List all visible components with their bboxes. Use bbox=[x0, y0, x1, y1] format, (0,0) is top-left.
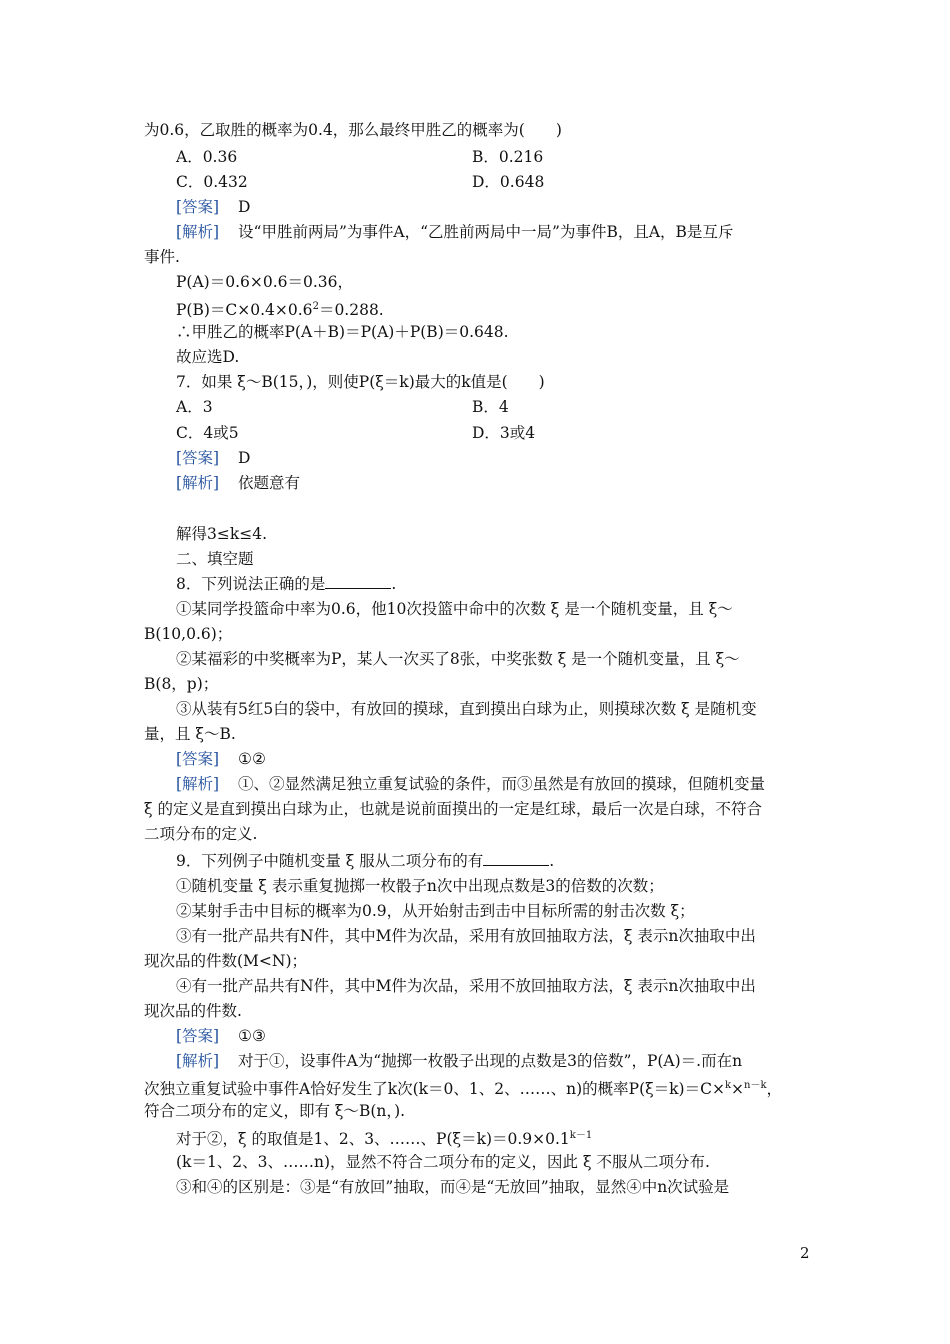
q8-item-3-line-1: ③从装有5红5白的袋中，有放回的摸球，直到摸出白球为止，则摸球次数 ξ 是随机变 bbox=[176, 700, 757, 718]
formula-part: ， bbox=[766, 1080, 783, 1099]
formula-part: 对于②，ξ 的取值是1、2、3、……、P(ξ＝k)＝0.9×0.1 bbox=[176, 1130, 570, 1149]
q7-analysis-line-2: 解得3≤k≤4. bbox=[176, 525, 268, 543]
answer-value: ①② bbox=[238, 750, 266, 768]
q6-analysis-line-6: 故应选D. bbox=[176, 348, 240, 366]
q8-item-3-line-2: 量，且 ξ～B. bbox=[144, 725, 236, 743]
section-heading: 二、填空题 bbox=[176, 550, 254, 568]
page-number: 2 bbox=[800, 1244, 810, 1262]
exponent: k bbox=[724, 1080, 732, 1091]
q7-option-c: C．4或5 bbox=[176, 424, 239, 442]
formula-part: 次独立重复试验中事件A恰好发生了k次(k＝0、1、2、……、n)的概率P(ξ＝k)＝C× bbox=[144, 1080, 725, 1099]
formula-part: × bbox=[731, 1080, 745, 1099]
analysis-text: 对于①，设事件A为“抛掷一枚骰子出现的点数是3的倍数”，P(A)＝.而在n bbox=[238, 1052, 743, 1070]
analysis-text: 依题意有 bbox=[238, 474, 301, 492]
q6-option-b: B．0.216 bbox=[472, 148, 544, 166]
answer-tag: [答案] bbox=[176, 449, 220, 467]
answer-value: D bbox=[238, 449, 251, 467]
q7-option-b: B．4 bbox=[472, 398, 509, 416]
q8-item-1-line-1: ①某同学投篮命中率为0.6，他10次投篮中命中的次数 ξ 是一个随机变量，且 ξ～ bbox=[176, 600, 733, 618]
q6-option-d: D．0.648 bbox=[472, 173, 545, 191]
analysis-text: ①、②显然满足独立重复试验的条件，而③虽然是有放回的摸球，但随机变量 bbox=[238, 775, 766, 793]
q7-option-d: D．3或4 bbox=[472, 424, 536, 442]
analysis-tag: [解析] bbox=[176, 223, 220, 241]
analysis-tag: [解析] bbox=[176, 775, 220, 793]
q8-answer bbox=[176, 749, 266, 769]
q8-analysis-line-2: ξ 的定义是直到摸出白球为止，也就是说前面摸出的一定是红球，最后一次是白球，不符合 bbox=[144, 800, 762, 818]
q8-item-2-line-1: ②某福彩的中奖概率为P，某人一次买了8张，中奖张数 ξ 是一个随机变量，且 ξ～ bbox=[176, 650, 740, 668]
q9-analysis-line-4 bbox=[176, 1126, 592, 1149]
q6-answer bbox=[176, 197, 250, 217]
stem-end: . bbox=[549, 852, 555, 870]
q9-analysis-line-6: ③和④的区别是：③是“有放回”抽取，而④是“无放回”抽取，显然④中n次试验是 bbox=[176, 1178, 730, 1196]
q8-stem bbox=[176, 574, 396, 594]
q9-analysis-line-1 bbox=[176, 1051, 742, 1071]
q9-item-3-line-1: ③有一批产品共有N件，其中M件为次品，采用有放回抽取方法，ξ 表示n次抽取中出 bbox=[176, 927, 756, 945]
q7-option-a: A．3 bbox=[176, 398, 213, 416]
q8-item-2-line-2: B(8，p)； bbox=[144, 675, 219, 693]
fill-blank bbox=[325, 574, 391, 589]
q6-analysis-line-3: P(A)＝0.6×0.6＝0.36， bbox=[176, 273, 354, 291]
exponent: n－k bbox=[744, 1080, 767, 1091]
q9-item-4-line-1: ④有一批产品共有N件，其中M件为次品，采用不放回抽取方法，ξ 表示n次抽取中出 bbox=[176, 977, 756, 995]
q9-item-1: ①随机变量 ξ 表示重复抛掷一枚骰子n次中出现点数是3的倍数的次数； bbox=[176, 877, 664, 895]
q9-item-4-line-2: 现次品的件数. bbox=[144, 1002, 242, 1020]
q8-analysis-line-1 bbox=[176, 774, 765, 794]
q6-option-a: A．0.36 bbox=[176, 148, 238, 166]
stem-text: 9．下列例子中随机变量 ξ 服从二项分布的有 bbox=[176, 852, 484, 870]
stem-text: 8．下列说法正确的是 bbox=[176, 575, 326, 593]
q6-stem-tail: 为0.6，乙取胜的概率为0.4，那么最终甲胜乙的概率为( ) bbox=[144, 121, 562, 139]
q9-analysis-line-5: (k＝1、2、3、……n)，显然不符合二项分布的定义，因此 ξ 不服从二项分布. bbox=[176, 1153, 710, 1171]
q6-option-c: C．0.432 bbox=[176, 173, 248, 191]
exponent: k－1 bbox=[569, 1130, 593, 1141]
answer-tag: [答案] bbox=[176, 750, 220, 768]
answer-tag: [答案] bbox=[176, 1027, 220, 1045]
q9-answer bbox=[176, 1026, 266, 1046]
q7-analysis-line-1 bbox=[176, 473, 300, 493]
q6-analysis-line-4 bbox=[176, 297, 384, 320]
q7-answer bbox=[176, 448, 250, 468]
q7-stem: 7．如果 ξ～B(15，)，则使P(ξ＝k)最大的k值是( ) bbox=[176, 373, 545, 391]
analysis-text: 设“甲胜前两局”为事件A，“乙胜前两局中一局”为事件B，且A，B是互斥 bbox=[238, 223, 734, 241]
stem-end: . bbox=[391, 575, 397, 593]
analysis-tag: [解析] bbox=[176, 474, 220, 492]
formula-part: P(B)＝C×0.4×0.6 bbox=[176, 301, 313, 320]
q6-analysis-line-2: 事件. bbox=[144, 248, 180, 266]
q8-analysis-line-3: 二项分布的定义. bbox=[144, 825, 258, 843]
q9-item-3-line-2: 现次品的件数(M<N)； bbox=[144, 952, 308, 970]
q6-analysis-line-1 bbox=[176, 222, 733, 242]
exponent: 2 bbox=[312, 301, 319, 312]
analysis-tag: [解析] bbox=[176, 1052, 220, 1070]
fill-blank bbox=[483, 851, 549, 866]
q8-item-1-line-2: B(10,0.6)； bbox=[144, 625, 233, 643]
q9-analysis-line-2 bbox=[144, 1076, 782, 1099]
q9-stem bbox=[176, 851, 554, 871]
answer-value: ①③ bbox=[238, 1027, 266, 1045]
q9-item-2: ②某射手击中目标的概率为0.9，从开始射击到击中目标所需的射击次数 ξ； bbox=[176, 902, 695, 920]
q9-analysis-line-3: 符合二项分布的定义，即有 ξ～B(n，). bbox=[144, 1102, 406, 1120]
q6-analysis-line-5: ∴甲胜乙的概率P(A＋B)＝P(A)＋P(B)＝0.648. bbox=[176, 323, 509, 341]
answer-value: D bbox=[238, 198, 251, 216]
answer-tag: [答案] bbox=[176, 198, 220, 216]
formula-part: ＝0.288. bbox=[318, 301, 384, 320]
